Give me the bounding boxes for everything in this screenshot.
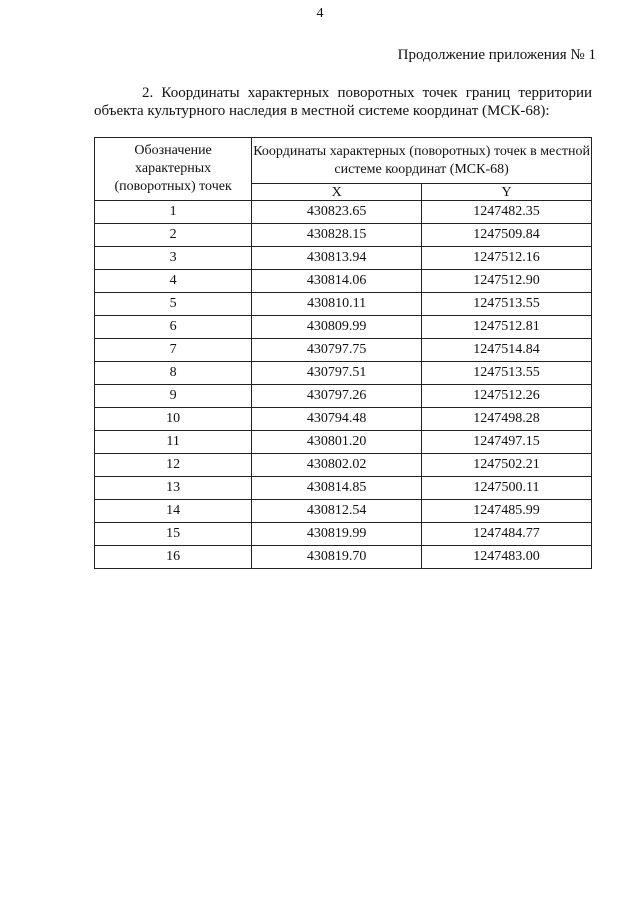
- x-coordinate-cell: 430797.51: [252, 362, 422, 385]
- table-row: [95, 431, 592, 454]
- point-number-cell: 9: [95, 385, 252, 408]
- point-number-cell: 13: [95, 477, 252, 500]
- header-coordinates-group: Координаты характерных (поворотных) точек в местной системе координат (МСК-68): [252, 138, 592, 184]
- table-row: [95, 454, 592, 477]
- coordinates-table-body: [95, 201, 592, 569]
- y-coordinate-cell: 1247512.90: [422, 270, 592, 293]
- point-number-cell: 12: [95, 454, 252, 477]
- x-coordinate-cell: 430814.06: [252, 270, 422, 293]
- y-coordinate-cell: 1247485.99: [422, 500, 592, 523]
- coordinates-table-header: [95, 138, 592, 201]
- table-row: [95, 247, 592, 270]
- header-y: Y: [422, 184, 592, 201]
- section-intro-paragraph: 2. Координаты характерных поворотных точек границ территории объекта культурного наследия в местной системе координат (МСК-68):: [94, 85, 592, 119]
- table-row: [95, 477, 592, 500]
- x-coordinate-cell: 430809.99: [252, 316, 422, 339]
- point-number-cell: 4: [95, 270, 252, 293]
- x-coordinate-cell: 430812.54: [252, 500, 422, 523]
- header-point-label: Обозначение характерных (поворотных) точек: [95, 138, 252, 201]
- page-number: 4: [316, 6, 324, 21]
- table-row: [95, 408, 592, 431]
- x-coordinate-cell: 430801.20: [252, 431, 422, 454]
- table-row: [95, 293, 592, 316]
- header-x: X: [252, 184, 422, 201]
- table-row: [95, 546, 592, 569]
- table-row: [95, 523, 592, 546]
- point-number-cell: 3: [95, 247, 252, 270]
- point-number-cell: 5: [95, 293, 252, 316]
- x-coordinate-cell: 430802.02: [252, 454, 422, 477]
- table-row: [95, 201, 592, 224]
- point-number-cell: 2: [95, 224, 252, 247]
- y-coordinate-cell: 1247484.77: [422, 523, 592, 546]
- y-coordinate-cell: 1247498.28: [422, 408, 592, 431]
- x-coordinate-cell: 430810.11: [252, 293, 422, 316]
- point-number-cell: 1: [95, 201, 252, 224]
- y-coordinate-cell: 1247500.11: [422, 477, 592, 500]
- point-number-cell: 15: [95, 523, 252, 546]
- table-row: [95, 316, 592, 339]
- table-row: [95, 339, 592, 362]
- x-coordinate-cell: 430819.99: [252, 523, 422, 546]
- point-number-cell: 10: [95, 408, 252, 431]
- x-coordinate-cell: 430814.85: [252, 477, 422, 500]
- header-row-top: [95, 138, 592, 184]
- point-number-cell: 16: [95, 546, 252, 569]
- x-coordinate-cell: 430797.75: [252, 339, 422, 362]
- point-number-cell: 11: [95, 431, 252, 454]
- x-coordinate-cell: 430828.15: [252, 224, 422, 247]
- y-coordinate-cell: 1247509.84: [422, 224, 592, 247]
- y-coordinate-cell: 1247512.26: [422, 385, 592, 408]
- y-coordinate-cell: 1247513.55: [422, 362, 592, 385]
- x-coordinate-cell: 430823.65: [252, 201, 422, 224]
- y-coordinate-cell: 1247512.16: [422, 247, 592, 270]
- y-coordinate-cell: 1247514.84: [422, 339, 592, 362]
- table-row: [95, 385, 592, 408]
- y-coordinate-cell: 1247483.00: [422, 546, 592, 569]
- x-coordinate-cell: 430813.94: [252, 247, 422, 270]
- coordinates-table: [94, 137, 592, 569]
- x-coordinate-cell: 430819.70: [252, 546, 422, 569]
- table-row: [95, 270, 592, 293]
- y-coordinate-cell: 1247502.21: [422, 454, 592, 477]
- y-coordinate-cell: 1247482.35: [422, 201, 592, 224]
- appendix-continuation-note: Продолжение приложения № 1: [397, 47, 596, 63]
- x-coordinate-cell: 430797.26: [252, 385, 422, 408]
- x-coordinate-cell: 430794.48: [252, 408, 422, 431]
- point-number-cell: 6: [95, 316, 252, 339]
- y-coordinate-cell: 1247513.55: [422, 293, 592, 316]
- point-number-cell: 7: [95, 339, 252, 362]
- table-row: [95, 500, 592, 523]
- table-row: [95, 362, 592, 385]
- point-number-cell: 14: [95, 500, 252, 523]
- table-row: [95, 224, 592, 247]
- y-coordinate-cell: 1247497.15: [422, 431, 592, 454]
- point-number-cell: 8: [95, 362, 252, 385]
- y-coordinate-cell: 1247512.81: [422, 316, 592, 339]
